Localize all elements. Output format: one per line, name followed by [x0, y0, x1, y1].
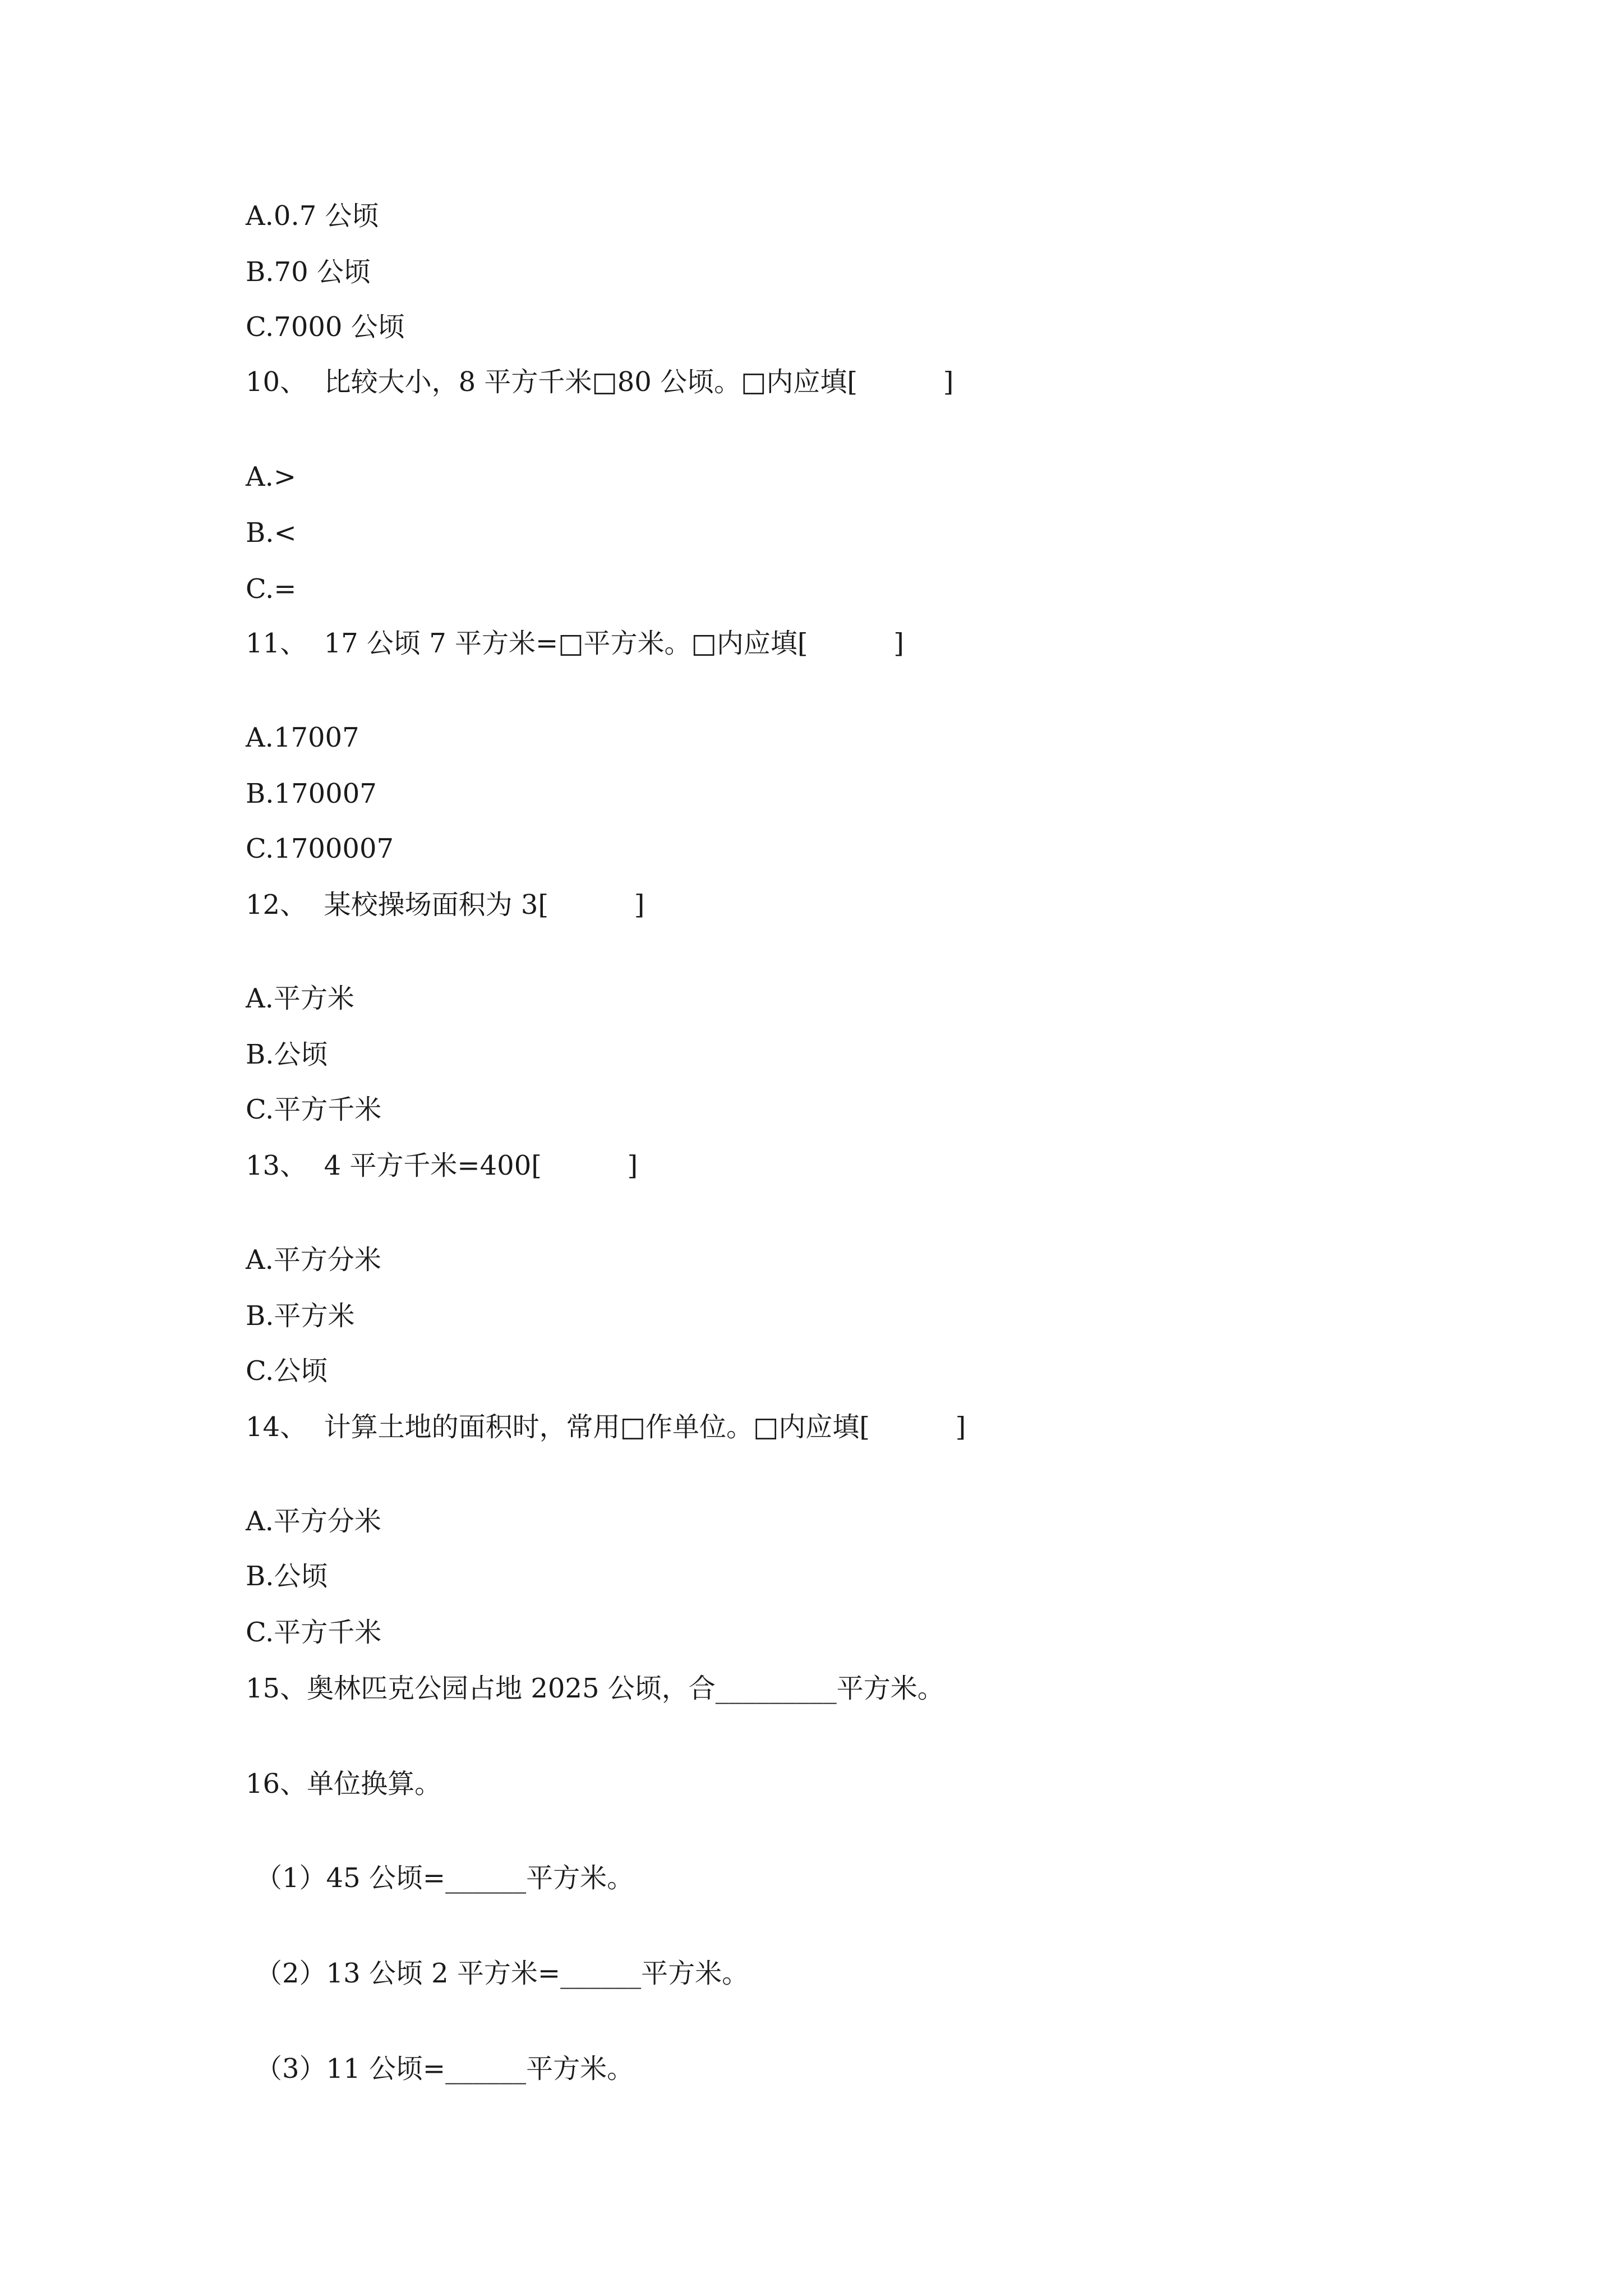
q14-option-a: A.平方分米 — [246, 1506, 381, 1537]
q9-option-b: B.70 公顷 — [246, 256, 371, 288]
q10-stem: 10、 比较大小，8 平方千米□80 公顷。□内应填[ ] — [246, 366, 954, 398]
q11-option-a: A.17007 — [246, 722, 359, 753]
q13-option-b: B.平方米 — [246, 1300, 355, 1332]
q9-option-c: C.7000 公顷 — [246, 311, 405, 343]
q16-item-3: （3）11 公顷=______平方米。 — [255, 2053, 634, 2085]
q16-item-1: （1）45 公顷=______平方米。 — [255, 1862, 634, 1894]
q12-option-c: C.平方千米 — [246, 1094, 382, 1125]
q10-option-c: C.= — [246, 573, 297, 605]
q9-option-a: A.0.7 公顷 — [246, 200, 379, 232]
q16-item-2: （2）13 公顷 2 平方米=______平方米。 — [255, 1958, 749, 1989]
q13-option-c: C.公顷 — [246, 1355, 328, 1387]
q11-option-b: B.170007 — [246, 778, 377, 809]
q14-option-b: B.公顷 — [246, 1561, 328, 1592]
q14-stem: 14、 计算土地的面积时，常用□作单位。□内应填[ ] — [246, 1411, 966, 1443]
q16-stem: 16、单位换算。 — [246, 1768, 442, 1800]
q11-option-c: C.1700007 — [246, 833, 394, 864]
q14-option-c: C.平方千米 — [246, 1617, 382, 1648]
q12-option-a: A.平方米 — [246, 983, 354, 1014]
q13-option-a: A.平方分米 — [246, 1244, 381, 1276]
q10-option-a: A.> — [246, 461, 297, 493]
q15-stem: 15、奥林匹克公园占地 2025 公顷，合_________平方米。 — [246, 1673, 944, 1704]
q13-stem: 13、 4 平方千米=400[ ] — [246, 1150, 638, 1181]
q11-stem: 11、 17 公顷 7 平方米=□平方米。□内应填[ ] — [246, 628, 904, 659]
q10-option-b: B.< — [246, 517, 297, 549]
q12-stem: 12、 某校操场面积为 3[ ] — [246, 889, 645, 921]
q12-option-b: B.公顷 — [246, 1039, 328, 1070]
